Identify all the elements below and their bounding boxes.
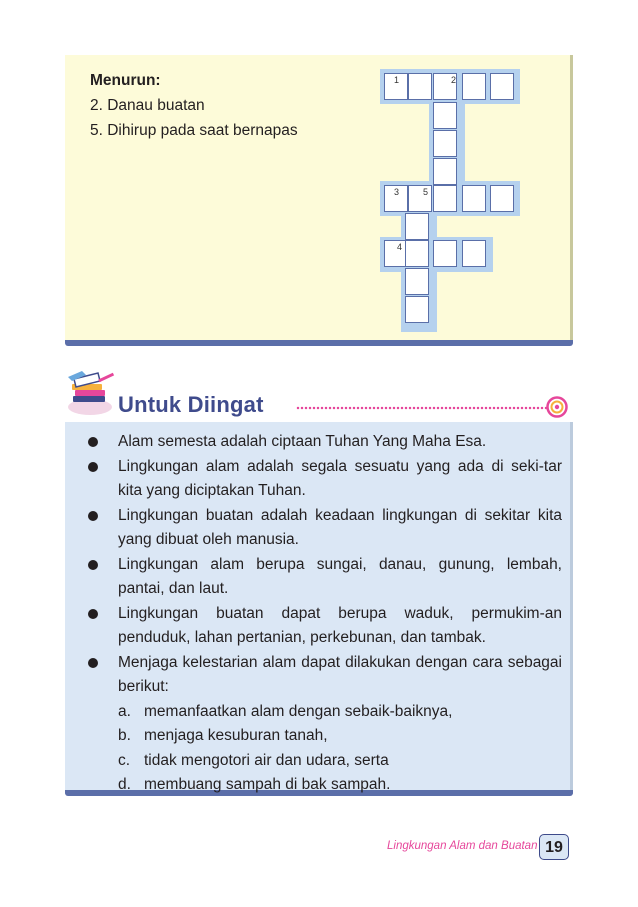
cell-number-2: 2 xyxy=(451,75,457,85)
title-dotted-line xyxy=(296,406,548,410)
crossword-cell[interactable] xyxy=(433,130,457,157)
crossword-cell[interactable] xyxy=(490,73,514,100)
list-item: Lingkungan buatan dapat berupa waduk, permukim-an penduduk, lahan pertanian, perkebunan, dan tambak. xyxy=(92,602,562,651)
crossword-cell[interactable] xyxy=(433,240,457,267)
summary-list xyxy=(92,430,562,798)
list-item: Lingkungan alam adalah segala sesuatu yang ada di seki-tar kita yang diciptakan Tuhan. xyxy=(92,455,562,504)
chapter-title: Lingkungan Alam dan Buatan xyxy=(387,840,538,852)
clue-down-5: 5. Dihirup pada saat bernapas xyxy=(90,122,298,139)
summary-title: Untuk Diingat xyxy=(118,392,264,417)
cell-number-4: 4 xyxy=(397,242,403,252)
crossword-cell[interactable] xyxy=(462,240,486,267)
list-item: Lingkungan buatan adalah keadaan lingkungan di sekitar kita yang dibuat oleh manusia. xyxy=(92,504,562,553)
clue-down-2: 2. Danau buatan xyxy=(90,97,205,114)
cell-number-1: 1 xyxy=(394,75,400,85)
crossword-cell[interactable] xyxy=(405,240,429,267)
page-number: 19 xyxy=(539,834,569,860)
crossword-cell[interactable] xyxy=(433,185,457,212)
crossword-cell[interactable] xyxy=(433,158,457,185)
crossword-cell[interactable] xyxy=(462,185,486,212)
crossword-cell[interactable] xyxy=(405,296,429,323)
sub-list-item: a. memanfaatkan alam dengan sebaik-baiknya, xyxy=(118,702,453,720)
bullet-icon xyxy=(88,560,98,570)
crossword-cell[interactable] xyxy=(405,213,429,240)
sub-list-item: d. membuang sampah di bak sampah. xyxy=(118,776,391,793)
crossword-cell[interactable] xyxy=(462,73,486,100)
cell-number-5: 5 xyxy=(423,187,429,197)
crossword-cell[interactable] xyxy=(490,185,514,212)
panel-bottom-border xyxy=(65,340,573,346)
bullet-icon xyxy=(88,462,98,472)
sub-list xyxy=(118,700,562,798)
sub-list-item: b. menjaga kesuburan tanah, xyxy=(118,727,328,744)
cell-number-3: 3 xyxy=(394,187,400,197)
crossword-cell[interactable] xyxy=(408,185,432,212)
list-item: Menjaga kelestarian alam dapat dilakukan dengan cara sebagai berikut: a. memanfaatkan alam dengan sebaik-baiknya, b. menjaga kesuburan tanah, c. tidak mengotori air dan udara, serta d. membuang sampah di bak sampah. xyxy=(92,651,562,798)
sub-list-item: c. tidak mengotori air dan udara, serta xyxy=(118,751,389,769)
bullet-icon xyxy=(88,437,98,447)
bullet-icon xyxy=(88,609,98,619)
bullet-icon xyxy=(88,658,98,668)
crossword-cell[interactable] xyxy=(408,73,432,100)
bullet-icon xyxy=(88,511,98,521)
list-item: Lingkungan alam berupa sungai, danau, gunung, lembah, pantai, dan laut. xyxy=(92,553,562,602)
books-pencil-icon xyxy=(64,367,120,419)
crossword-cell[interactable] xyxy=(405,268,429,295)
target-ring-icon xyxy=(546,396,568,418)
crossword-cell[interactable] xyxy=(433,102,457,129)
list-item: Alam semesta adalah ciptaan Tuhan Yang Maha Esa. xyxy=(92,430,562,455)
clue-heading: Menurun: xyxy=(90,72,161,89)
